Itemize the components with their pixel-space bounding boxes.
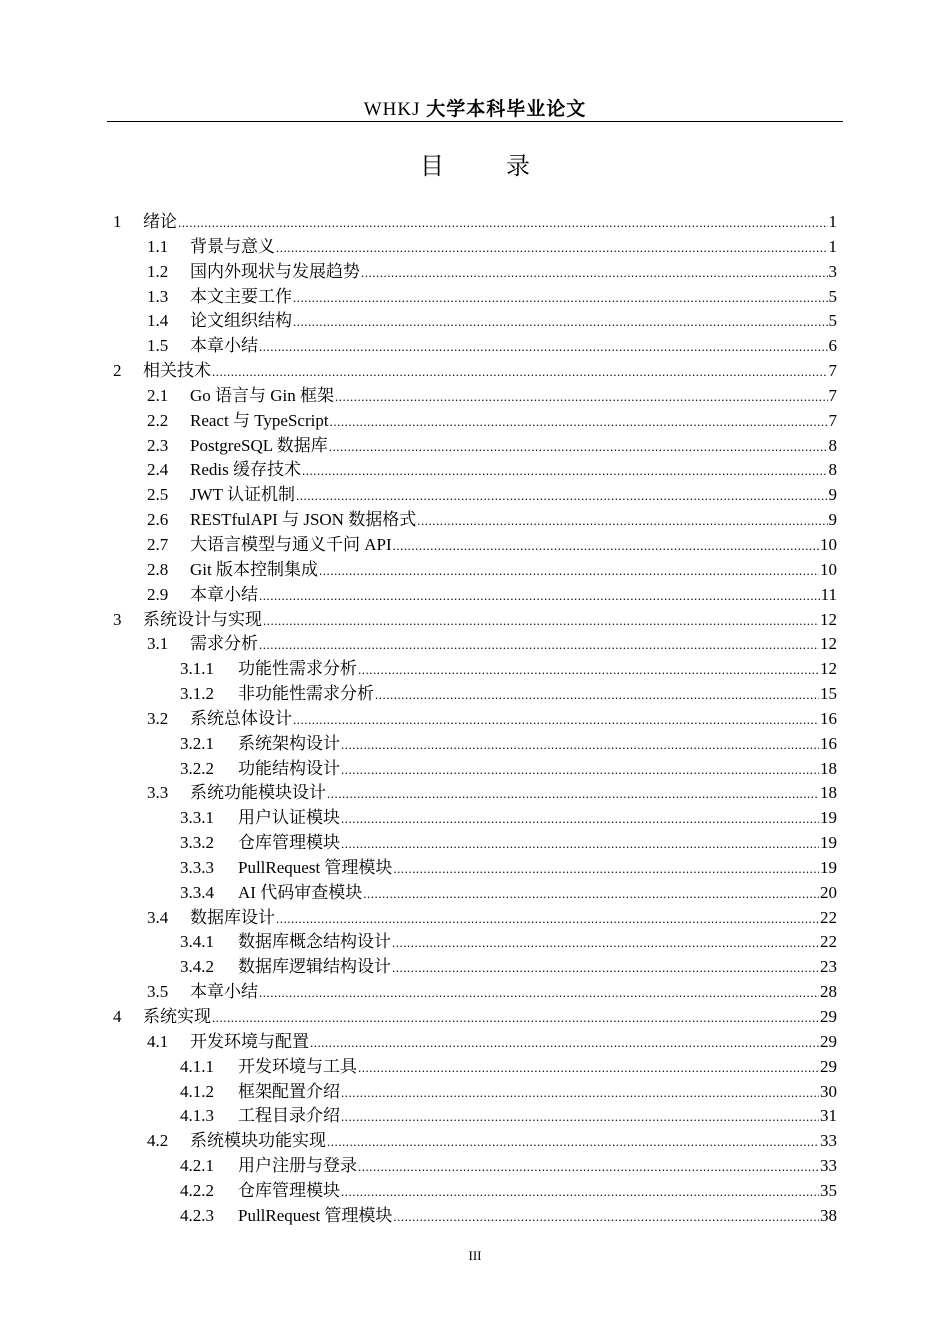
toc-entry-page: 7: [828, 410, 837, 430]
toc-entry[interactable]: [113, 309, 837, 334]
toc-entry-number: 3.2.1: [180, 733, 214, 753]
toc-dot-leader: [263, 609, 819, 633]
toc-entry-number: 3.4.1: [180, 932, 214, 952]
toc-entry-number: 4: [113, 1007, 122, 1026]
toc-entry[interactable]: [113, 1005, 837, 1030]
toc-entry-title: 论文组织结构: [190, 311, 292, 331]
toc-entry-page: 33: [820, 1131, 837, 1151]
toc-entry[interactable]: [113, 434, 837, 459]
toc-entry-number: 1.1: [147, 236, 169, 256]
toc-entry-number: 2.4: [147, 460, 169, 480]
header-latin: WHKJ: [363, 99, 421, 120]
toc-entry[interactable]: [113, 334, 837, 359]
toc-entry-page: 16: [820, 708, 837, 728]
toc-entry-page: 9: [828, 485, 837, 505]
toc-entry[interactable]: [113, 757, 837, 782]
toc-entry-number: 2.9: [147, 584, 169, 604]
toc-entry-title: 需求分析: [190, 634, 258, 654]
toc-entry-page: 23: [820, 957, 837, 977]
toc-entry-page: 38: [820, 1205, 837, 1225]
toc-entry-number: 4.2.3: [180, 1205, 214, 1225]
toc-entry-number: 3.3.2: [180, 833, 214, 853]
toc-entry[interactable]: [113, 1030, 837, 1055]
toc-dot-leader: [341, 758, 819, 782]
toc-entry-title: 用户注册与登录: [238, 1156, 357, 1176]
toc-entry-title: 仓库管理模块: [238, 1180, 340, 1200]
toc-dot-leader: [392, 956, 819, 980]
toc-entry-page: 7: [828, 361, 837, 381]
toc-entry-page: 19: [820, 857, 837, 877]
toc-entry-page: 22: [820, 932, 837, 952]
toc-entry-title: PostgreSQL 数据库: [190, 435, 328, 455]
toc-entry-title: 仓库管理模块: [238, 833, 340, 853]
toc-entry-number: 2.2: [147, 410, 169, 430]
toc-entry[interactable]: [113, 980, 837, 1005]
toc-entry[interactable]: [113, 583, 837, 608]
toc-dot-leader: [319, 559, 819, 583]
toc-entry[interactable]: [113, 359, 837, 384]
toc-dot-leader: [302, 459, 828, 483]
toc-entry-page: 8: [828, 460, 837, 480]
toc-entry[interactable]: [113, 285, 837, 310]
toc-entry-page: 16: [820, 733, 837, 753]
toc-entry-page: 8: [828, 435, 837, 455]
toc-entry-title: 本文主要工作: [190, 286, 292, 306]
toc-entry-page: 1: [828, 212, 837, 231]
toc-entry-page: 7: [828, 385, 837, 405]
toc-entry-page: 6: [828, 336, 837, 356]
toc-entry-page: 29: [820, 1007, 837, 1026]
toc-entry-title: 开发环境与工具: [238, 1056, 357, 1076]
toc-entry-title: 本章小结: [190, 982, 258, 1002]
toc-dot-leader: [363, 882, 819, 906]
toc-entry-number: 3.1.2: [180, 684, 214, 704]
toc-dot-leader: [358, 1155, 819, 1179]
toc-dot-leader: [259, 335, 828, 359]
toc-entry-number: 3.3.1: [180, 808, 214, 828]
toc-entry-title: 系统实现: [143, 1007, 211, 1026]
toc-entry-title: 系统总体设计: [190, 708, 292, 728]
toc-entry-page: 31: [820, 1106, 837, 1126]
toc-entry-title: 用户认证模块: [238, 808, 340, 828]
toc-dot-leader: [327, 1130, 819, 1154]
toc-entry[interactable]: [113, 1080, 837, 1105]
toc-entry-number: 4.2.1: [180, 1156, 214, 1176]
toc-entry-number: 3.2.2: [180, 758, 214, 778]
toc-entry[interactable]: [113, 1204, 837, 1229]
toc-dot-leader: [393, 534, 819, 558]
toc-dot-leader: [259, 981, 819, 1005]
toc-entry-title: RESTfulAPI 与 JSON 数据格式: [190, 510, 417, 530]
toc-dot-leader: [375, 683, 819, 707]
toc-entry-title: 背景与意义: [190, 236, 275, 256]
header-rule: [107, 121, 843, 122]
toc-entry-number: 3.3.4: [180, 882, 214, 902]
toc-entry[interactable]: [113, 682, 837, 707]
toc-dot-leader: [358, 658, 819, 682]
toc-entry-number: 3.3.3: [180, 857, 214, 877]
toc-dot-leader: [341, 1180, 819, 1204]
toc-entry-number: 2.6: [147, 510, 169, 530]
toc-entry[interactable]: [113, 632, 837, 657]
toc-entry-number: 4.1: [147, 1031, 169, 1051]
toc-entry-number: 3.1: [147, 634, 169, 654]
toc-entry-title: Redis 缓存技术: [190, 460, 301, 480]
toc-entry[interactable]: [113, 483, 837, 508]
toc-entry-title: 国内外现状与发展趋势: [190, 261, 360, 281]
toc-entry-page: 12: [820, 609, 837, 629]
toc-entry-title: Go 语言与 Gin 框架: [190, 385, 335, 405]
toc-entry-number: 2.8: [147, 559, 169, 579]
toc-dot-leader: [341, 1081, 819, 1105]
toc-entry-number: 2.3: [147, 435, 169, 455]
toc-dot-leader: [361, 261, 828, 285]
toc-entry[interactable]: [113, 409, 837, 434]
toc-entry-title: 系统功能模块设计: [190, 783, 326, 803]
toc-entry-number: 3.5: [147, 982, 169, 1002]
toc-entry-page: 12: [820, 634, 837, 654]
toc-entry[interactable]: [113, 881, 837, 906]
toc-dot-leader: [393, 1205, 819, 1229]
toc-entry-title: 开发环境与配置: [190, 1031, 309, 1051]
toc-entry-title: 功能结构设计: [238, 758, 340, 778]
toc-dot-leader: [259, 584, 820, 608]
header-cn: 大学本科毕业论文: [426, 99, 587, 120]
toc-dot-leader: [341, 733, 819, 757]
toc-dot-leader: [276, 236, 828, 260]
toc-entry-page: 19: [820, 808, 837, 828]
toc-entry-page: 33: [820, 1156, 837, 1176]
toc-entry-page: 30: [820, 1081, 837, 1101]
toc-dot-leader: [296, 484, 828, 508]
page-number: III: [468, 1248, 482, 1263]
toc-dot-leader: [327, 782, 819, 806]
toc-entry-title: JWT 认证机制: [190, 485, 295, 505]
toc-entry-title: 功能性需求分析: [238, 659, 357, 679]
toc-entry-page: 12: [820, 659, 837, 679]
toc-entry-page: 20: [820, 882, 837, 902]
toc-entry-page: 5: [828, 286, 837, 306]
toc-entry-number: 3.3: [147, 783, 169, 803]
toc-dot-leader: [293, 310, 828, 334]
toc-entry-title: 系统设计与实现: [143, 609, 262, 629]
toc-dot-leader: [310, 1031, 819, 1055]
toc-entry-page: 11: [820, 584, 837, 604]
toc-entry-number: 2.5: [147, 485, 169, 505]
toc-entry-page: 22: [820, 907, 837, 927]
toc-entry[interactable]: [113, 806, 837, 831]
toc-entry-number: 4.1.1: [180, 1056, 214, 1076]
toc-entry-number: 1.4: [147, 311, 169, 331]
toc-entry[interactable]: [113, 508, 837, 533]
toc-entry-number: 4.1.2: [180, 1081, 214, 1101]
toc-entry[interactable]: [113, 384, 837, 409]
toc-entry-title: 数据库设计: [190, 907, 275, 927]
toc-entry-title: 非功能性需求分析: [238, 684, 374, 704]
toc-entry-page: 10: [820, 534, 837, 554]
toc-entry[interactable]: [113, 1129, 837, 1154]
toc-entry-title: 数据库概念结构设计: [238, 932, 391, 952]
toc-entry[interactable]: [113, 210, 837, 235]
toc-entry-title: PullRequest 管理模块: [238, 857, 393, 877]
toc-entry[interactable]: [113, 608, 837, 633]
toc-entry[interactable]: [113, 657, 837, 682]
toc-entry-page: 5: [828, 311, 837, 331]
toc-entry-number: 1.5: [147, 336, 169, 356]
toc-entry-title: 系统模块功能实现: [190, 1131, 326, 1151]
toc-dot-leader: [341, 832, 819, 856]
toc-entry-title: 框架配置介绍: [238, 1081, 340, 1101]
toc-entry[interactable]: [113, 831, 837, 856]
toc-entry[interactable]: [113, 955, 837, 980]
toc-entry-number: 3.4.2: [180, 957, 214, 977]
toc-entry-number: 3.2: [147, 708, 169, 728]
toc-entry[interactable]: [113, 1055, 837, 1080]
toc-entry-number: 1.3: [147, 286, 169, 306]
toc-entry-number: 1.2: [147, 261, 169, 281]
toc-dot-leader: [293, 708, 819, 732]
toc-entry-title: 本章小结: [190, 584, 258, 604]
table-of-contents: [113, 210, 837, 1229]
toc-entry-title: 大语言模型与通义千问 API: [190, 534, 392, 554]
toc-dot-leader: [341, 1105, 819, 1129]
toc-entry-title: Git 版本控制集成: [190, 559, 318, 579]
toc-entry[interactable]: [113, 458, 837, 483]
toc-dot-leader: [329, 435, 828, 459]
toc-entry[interactable]: [113, 1104, 837, 1129]
toc-entry-number: 2: [113, 361, 122, 381]
toc-entry[interactable]: [113, 856, 837, 881]
toc-dot-leader: [212, 1006, 819, 1030]
toc-dot-leader: [259, 633, 819, 657]
toc-entry[interactable]: [113, 781, 837, 806]
toc-entry-title: 系统架构设计: [238, 733, 340, 753]
toc-entry-number: 4.1.3: [180, 1106, 214, 1126]
toc-entry[interactable]: [113, 906, 837, 931]
toc-entry[interactable]: [113, 558, 837, 583]
toc-entry-title: 数据库逻辑结构设计: [238, 957, 391, 977]
toc-dot-leader: [293, 286, 828, 310]
toc-dot-leader: [417, 509, 827, 533]
toc-dot-leader: [392, 931, 819, 955]
toc-entry-title: PullRequest 管理模块: [238, 1205, 393, 1225]
toc-entry[interactable]: [113, 533, 837, 558]
toc-entry-number: 4.2: [147, 1131, 169, 1151]
toc-entry-page: 15: [820, 684, 837, 704]
toc-entry-title: AI 代码审查模块: [238, 882, 363, 902]
toc-entry-title: 本章小结: [190, 336, 258, 356]
toc-entry-title: React 与 TypeScript: [190, 410, 329, 430]
toc-dot-leader: [393, 857, 819, 881]
toc-dot-leader: [178, 211, 828, 235]
toc-entry-page: 18: [820, 783, 837, 803]
toc-entry-page: 9: [828, 510, 837, 530]
toc-entry[interactable]: [113, 1179, 837, 1204]
toc-entry-page: 3: [828, 261, 837, 281]
toc-entry-number: 3: [113, 609, 122, 629]
toc-entry-number: 1: [113, 212, 122, 231]
toc-dot-leader: [335, 385, 827, 409]
toc-entry-page: 28: [820, 982, 837, 1002]
toc-entry[interactable]: [113, 707, 837, 732]
toc-entry[interactable]: [113, 732, 837, 757]
toc-entry-page: 29: [820, 1056, 837, 1076]
toc-entry-page: 18: [820, 758, 837, 778]
toc-entry-page: 29: [820, 1031, 837, 1051]
toc-entry[interactable]: [113, 930, 837, 955]
toc-entry-number: 3.4: [147, 907, 169, 927]
toc-entry[interactable]: [113, 235, 837, 260]
running-header: [107, 94, 843, 121]
toc-entry-title: 绪论: [143, 212, 177, 231]
toc-entry-page: 35: [820, 1180, 837, 1200]
toc-entry-number: 4.2.2: [180, 1180, 214, 1200]
toc-entry-page: 1: [828, 236, 837, 256]
toc-dot-leader: [341, 807, 819, 831]
toc-dot-leader: [330, 410, 828, 434]
page-title: 目 录: [420, 154, 558, 180]
toc-entry[interactable]: [113, 1154, 837, 1179]
toc-dot-leader: [276, 907, 819, 931]
toc-entry-number: 2.7: [147, 534, 169, 554]
toc-dot-leader: [212, 360, 828, 384]
toc-entry[interactable]: [113, 260, 837, 285]
toc-entry-page: 10: [820, 559, 837, 579]
toc-entry-page: 19: [820, 833, 837, 853]
toc-entry-number: 2.1: [147, 385, 169, 405]
toc-entry-title: 相关技术: [143, 361, 211, 381]
toc-entry-title: 工程目录介绍: [238, 1106, 340, 1126]
toc-entry-number: 3.1.1: [180, 659, 214, 679]
toc-dot-leader: [358, 1056, 819, 1080]
